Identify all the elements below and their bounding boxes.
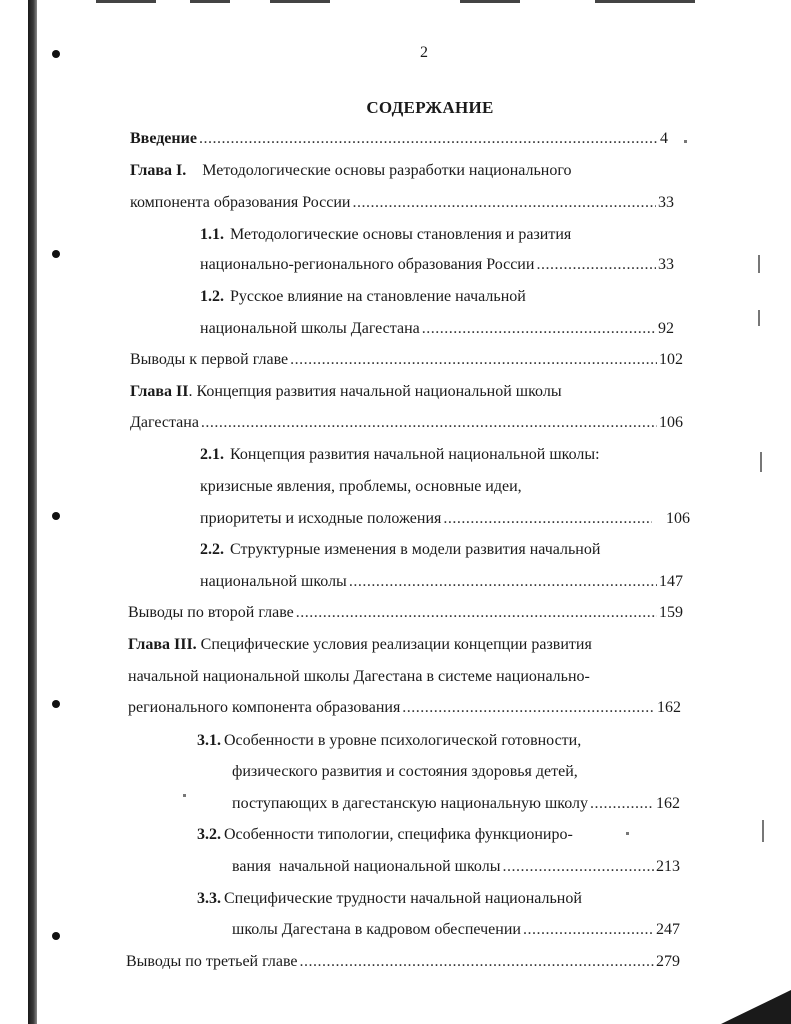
- toc-entry-label: Введение: [130, 130, 197, 147]
- toc-entry-intro: [130, 130, 668, 152]
- section-title-line: Концепция развития начальной национальной школы:: [230, 446, 600, 463]
- scan-speck: [762, 820, 764, 842]
- section-number: 1.2.: [200, 288, 224, 305]
- toc-entry-label: Выводы по второй главе: [128, 604, 294, 621]
- toc-entry-chapter-1: [130, 194, 674, 216]
- scan-speck: [760, 452, 762, 472]
- toc-section-3-2-title: [197, 826, 573, 848]
- toc-section-3-1-title: [197, 732, 581, 754]
- page-corner-fold: [721, 990, 791, 1024]
- toc-chapter-1-title: [130, 162, 572, 184]
- chapter-title-line: Дагестана: [130, 414, 199, 431]
- toc-chapter-2-title: [130, 383, 562, 405]
- chapter-title-line: . Концепция развития начальной национальной школы: [188, 383, 562, 400]
- toc-entry-section-1-2: [200, 320, 674, 342]
- section-number: 2.2.: [200, 541, 224, 558]
- punch-hole: [52, 700, 60, 708]
- scan-top-mark: [460, 0, 520, 3]
- toc-page-number: 106: [666, 510, 690, 527]
- toc-page-number: 4: [660, 130, 668, 147]
- scan-speck: [758, 255, 760, 273]
- section-number: 2.1.: [200, 446, 224, 463]
- toc-page-number: 162: [656, 795, 680, 812]
- toc-entry-section-3-3: [232, 921, 680, 943]
- scan-top-mark: [270, 0, 330, 3]
- punch-hole: [52, 50, 60, 58]
- scan-top-mark: [190, 0, 230, 3]
- page-title: СОДЕРЖАНИЕ: [366, 98, 494, 117]
- toc-entry-section-2-2: [200, 573, 683, 595]
- chapter-title-line: начальной национальной школы Дагестана в системе национально-: [128, 668, 590, 685]
- section-title-line: Особенности в уровне психологической готовности,: [224, 732, 582, 749]
- chapter-title-line: регионального компонента образования: [128, 699, 401, 716]
- toc-section-3-3-title: [197, 890, 582, 912]
- punch-hole: [52, 250, 60, 258]
- section-title-line: школы Дагестана в кадровом обеспечении: [232, 921, 521, 938]
- scan-speck: [183, 794, 186, 797]
- toc-entry-label: Выводы по третьей главе: [126, 953, 298, 970]
- toc-section-2-2-title: [200, 541, 600, 563]
- chapter-title-line: Методологические основы разработки национального: [202, 162, 572, 179]
- toc-page-number: 33: [658, 194, 674, 211]
- toc-chapter-3-title: [128, 636, 592, 658]
- chapter-prefix: Глава I.: [130, 162, 187, 179]
- section-number: 3.3.: [197, 890, 221, 907]
- chapter-title-line: Специфические условия реализации концепции развития: [200, 636, 592, 653]
- toc-page-number: 147: [659, 573, 683, 590]
- section-number: 3.1.: [197, 732, 221, 749]
- toc-section-3-1-line2: [232, 763, 578, 785]
- toc-section-2-1-title: [200, 446, 600, 468]
- toc-page-number: 213: [656, 858, 680, 875]
- toc-chapter-3-line2: [128, 668, 590, 690]
- toc-section-1-2-title: [200, 288, 526, 310]
- section-title-line: национальной школы: [200, 573, 347, 590]
- toc-entry-section-3-2: [232, 858, 680, 880]
- toc-entry-conclusions-1: [130, 351, 683, 373]
- toc-entry-section-3-1: [232, 795, 680, 817]
- chapter-prefix: Глава III.: [128, 636, 197, 653]
- toc-section-1-1-title: [200, 226, 571, 248]
- section-title-line: национальной школы Дагестана: [200, 320, 420, 337]
- toc-page-number: 247: [656, 921, 680, 938]
- section-title-line: Методологические основы становления и разития: [230, 226, 572, 243]
- scan-binding-edge: [28, 0, 37, 1024]
- section-number: 3.2.: [197, 826, 221, 843]
- section-number: 1.1.: [200, 226, 224, 243]
- section-title-line: приоритеты и исходные положения: [200, 510, 442, 527]
- scan-top-mark: [595, 0, 695, 3]
- toc-entry-chapter-3: [128, 699, 681, 721]
- toc-entry-conclusions-3: [126, 953, 680, 975]
- toc-page-number: 92: [658, 320, 674, 337]
- chapter-title-line: компонента образования России: [130, 194, 351, 211]
- section-title-line: Особенности типологии, специфика функциониро-: [224, 826, 573, 843]
- toc-page-number: 279: [656, 953, 680, 970]
- toc-entry-section-2-1: [200, 510, 690, 532]
- toc-entry-section-1-1: [200, 256, 674, 278]
- section-title-line: Специфические трудности начальной национальной: [224, 890, 582, 907]
- section-title-line: физического развития и состояния здоровья детей,: [232, 763, 578, 780]
- scan-speck: [684, 140, 687, 143]
- punch-hole: [52, 512, 60, 520]
- punch-hole: [52, 932, 60, 940]
- scan-speck: [758, 310, 760, 326]
- scan-top-mark: [96, 0, 156, 3]
- section-title-line: вания начальной национальной школы: [232, 858, 501, 875]
- toc-page-number: 33: [658, 256, 674, 273]
- toc-section-2-1-line2: [200, 478, 522, 500]
- page-number: 2: [420, 44, 428, 61]
- toc-entry-conclusions-2: [128, 604, 683, 626]
- toc-page-number: 159: [659, 604, 683, 621]
- toc-page-number: 102: [659, 351, 683, 368]
- toc-page-number: 162: [657, 699, 681, 716]
- scan-speck: [626, 832, 629, 835]
- toc-page-number: 106: [659, 414, 683, 431]
- toc-entry-label: Выводы к первой главе: [130, 351, 289, 368]
- toc-entry-chapter-2: [130, 414, 683, 436]
- section-title-line: Русское влияние на становление начальной: [230, 288, 526, 305]
- section-title-line: Структурные изменения в модели развития начальной: [230, 541, 601, 558]
- section-title-line: кризисные явления, проблемы, основные идеи,: [200, 478, 522, 495]
- chapter-prefix: Глава II: [130, 383, 189, 400]
- section-title-line: поступающих в дагестанскую национальную школу: [232, 795, 588, 812]
- section-title-line: национально-регионального образования России: [200, 256, 535, 273]
